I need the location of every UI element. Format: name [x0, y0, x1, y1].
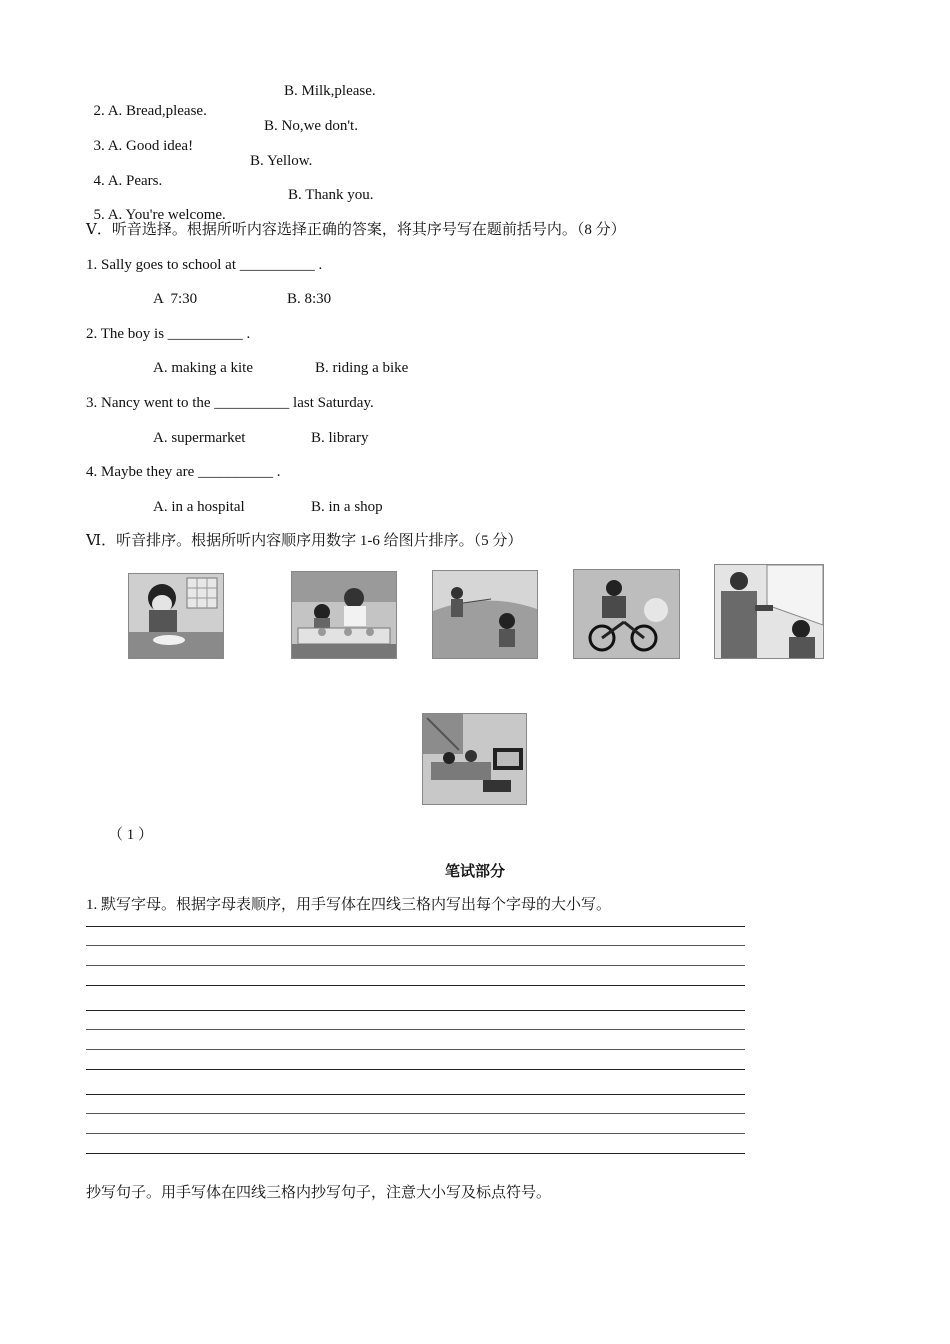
grid-line — [86, 1049, 745, 1050]
part5-q4-stem: 4. Maybe they are __________ . — [86, 464, 281, 480]
part5-title: Ⅴ．听音选择。根据所听内容选择正确的答案，将其序号写在题前括号内。（8 分） — [86, 222, 626, 238]
q5-option-b: B. Thank you. — [288, 187, 374, 203]
part5-q3-option-b: B. library — [311, 430, 369, 446]
q3-option-b: B. No,we don't. — [264, 118, 358, 134]
grid-line — [86, 1069, 745, 1070]
grid-line — [86, 1133, 745, 1134]
q5-row: 5. A. You're welcome. — [93, 207, 226, 223]
part5-q1-option-b: B. 8:30 — [287, 291, 332, 307]
kite-flying-picture — [432, 570, 538, 659]
part5-q4-option-a: A. in a hospital — [153, 499, 245, 515]
family-sofa-picture — [422, 713, 527, 805]
q3-row: 3. A. Good idea! — [93, 138, 194, 154]
part5-q1-stem: 1. Sally goes to school at __________ . — [86, 257, 323, 273]
boy-eating-picture — [128, 573, 224, 659]
grid-line — [86, 1113, 745, 1114]
part5-q2-stem: 2. The boy is __________ . — [86, 326, 251, 342]
q4-row: 4. A. Pears. — [93, 173, 163, 189]
part5-q1-option-a: A 7:30 — [153, 291, 198, 307]
written-q1-instruction: 1. 默写字母。根据字母表顺序，用手写体在四线三格内写出每个字母的大小写。 — [86, 897, 612, 913]
q2-row: 2. A. Bread,please. — [93, 103, 207, 119]
bike-riding-picture — [573, 569, 680, 659]
written-q2-instruction: 抄写句子。用手写体在四线三格内抄写句子，注意大小写及标点符号。 — [86, 1185, 552, 1201]
family-dinner-picture — [291, 571, 397, 659]
door-visit-picture — [714, 564, 824, 659]
grid-line — [86, 1094, 745, 1095]
grid-line — [86, 945, 745, 946]
part5-q3-option-a: A. supermarket — [153, 430, 246, 446]
grid-line — [86, 1010, 745, 1011]
grid-line — [86, 965, 745, 966]
part6-answer-label: （ 1 ） — [108, 827, 154, 843]
part6-title: Ⅵ．听音排序。根据所听内容顺序用数字 1-6 给图片排序。（5 分） — [86, 533, 523, 549]
part5-q2-option-b: B. riding a bike — [315, 360, 409, 376]
grid-line — [86, 926, 745, 927]
q4-option-b: B. Yellow. — [250, 153, 313, 169]
part5-q3-stem: 3. Nancy went to the __________ last Saturday. — [86, 395, 374, 411]
grid-line — [86, 1029, 745, 1030]
part5-q2-option-a: A. making a kite — [153, 360, 253, 376]
grid-line — [86, 985, 745, 986]
grid-line — [86, 1153, 745, 1154]
q2-option-b: B. Milk,please. — [284, 83, 376, 99]
part5-q4-option-b: B. in a shop — [311, 499, 383, 515]
written-section-heading: 笔试部分 — [444, 864, 505, 880]
